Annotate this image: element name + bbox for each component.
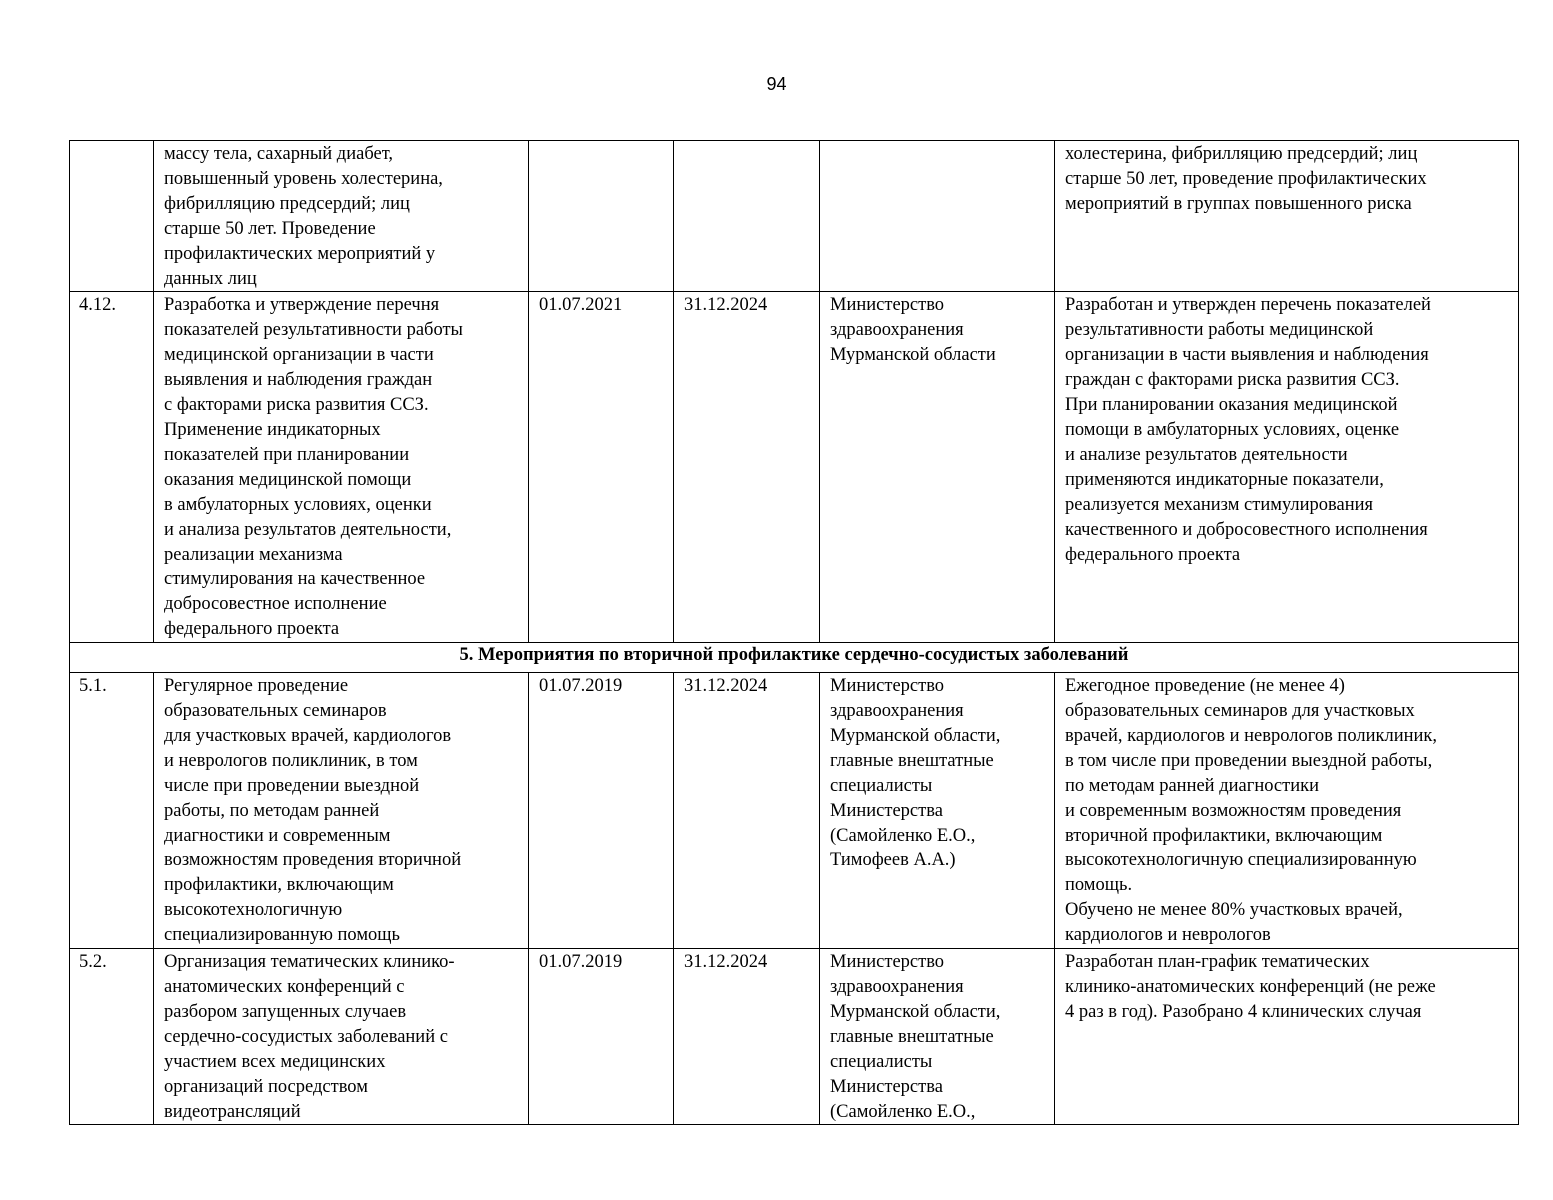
end-date-cell: 31.12.2024 — [674, 673, 820, 949]
row-number-cell: 5.1. — [70, 673, 154, 949]
table-row — [70, 292, 1519, 643]
end-date-cell: 31.12.2024 — [674, 292, 820, 643]
table-row — [70, 673, 1519, 949]
result-cell: Разработан план-график тематических клинико-анатомических конференций (не реже 4 раз в год). Разобрано 4 клинических случая — [1055, 949, 1519, 1125]
section-title: 5. Мероприятия по вторичной профилактике сердечно-сосудистых заболеваний — [70, 643, 1519, 673]
start-date-cell: 01.07.2019 — [529, 949, 674, 1125]
activity-cell: Регулярное проведение образовательных семинаров для участковых врачей, кардиологов и неврологов поликлиник, в том числе при проведении выездной работы, по методам ранней диагностики и современным возможностям проведения вторичной профилактики, включающим высокотехнологичную специализированную помощь — [154, 673, 529, 949]
responsible-cell: Министерство здравоохранения Мурманской области, главные внештатные специалисты Министерства (Самойленко Е.О., — [820, 949, 1055, 1125]
end-date-cell: 31.12.2024 — [674, 949, 820, 1125]
row-number-cell: 5.2. — [70, 949, 154, 1125]
section-header-row — [70, 643, 1519, 673]
result-cell: холестерина, фибрилляцию предсердий; лиц старше 50 лет, проведение профилактических мероприятий в группах повышенного риска — [1055, 141, 1519, 292]
responsible-cell: Министерство здравоохранения Мурманской области, главные внештатные специалисты Министерства (Самойленко Е.О., Тимофеев А.А.) — [820, 673, 1055, 949]
activity-cell: Разработка и утверждение перечня показателей результативности работы медицинской организации в части выявления и наблюдения граждан с факторами риска развития ССЗ. Применение индикаторных показателей при планировании оказания медицинской помощи в амбулаторных условиях, оценки и анализа результатов деятельности, реализации механизма стимулирования на качественное добросовестное исполнение федерального проекта — [154, 292, 529, 643]
activity-cell: Организация тематических клинико- анатомических конференций с разбором запущенных случаев сердечно-сосудистых заболеваний с участием всех медицинских организаций посредством видеотрансляций — [154, 949, 529, 1125]
activities-table — [69, 140, 1519, 1125]
responsible-cell: Министерство здравоохранения Мурманской области — [820, 292, 1055, 643]
result-cell: Разработан и утвержден перечень показателей результативности работы медицинской организации в части выявления и наблюдения граждан с факторами риска развития ССЗ. При планировании оказания медицинской помощи в амбулаторных условиях, оценке и анализе результатов деятельности применяются индикаторные показатели, реализуется механизм стимулирования качественного и добросовестного исполнения федерального проекта — [1055, 292, 1519, 643]
table-row — [70, 949, 1519, 1125]
page-number: 94 — [766, 74, 787, 94]
start-date-cell: 01.07.2021 — [529, 292, 674, 643]
row-number-cell: 4.12. — [70, 292, 154, 643]
result-cell: Ежегодное проведение (не менее 4) образовательных семинаров для участковых врачей, кардиологов и неврологов поликлиник, в том числе при проведении выездной работы, по методам ранней диагностики и современным возможностям проведения вторичной профилактики, включающим высокотехнологичную специализированную помощь. Обучено не менее 80% участковых врачей, кардиологов и неврологов — [1055, 673, 1519, 949]
responsible-cell — [820, 141, 1055, 292]
start-date-cell: 01.07.2019 — [529, 673, 674, 949]
table-row — [70, 141, 1519, 292]
row-number-cell — [70, 141, 154, 292]
activity-cell: массу тела, сахарный диабет, повышенный уровень холестерина, фибрилляцию предсердий; лиц старше 50 лет. Проведение профилактических мероприятий у данных лиц — [154, 141, 529, 292]
end-date-cell — [674, 141, 820, 292]
start-date-cell — [529, 141, 674, 292]
